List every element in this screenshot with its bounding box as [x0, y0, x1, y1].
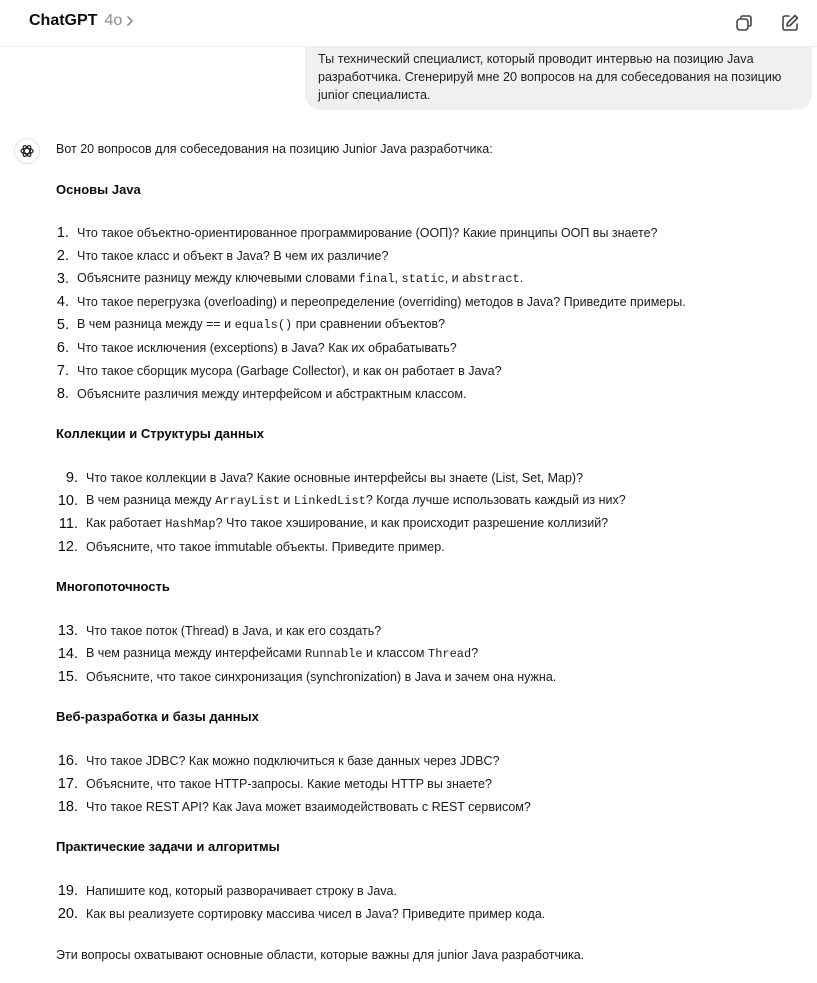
- question-text: [86, 797, 531, 817]
- question-text: [86, 881, 397, 901]
- text-fragment: Напишите код, который разворачивает строку в Java.: [86, 883, 397, 898]
- section-heading: Коллекции и Структуры данных: [56, 426, 265, 441]
- assistant-outro: Эти вопросы охватывают основные области, которые важны для junior Java разработчика.: [56, 948, 585, 962]
- question-number: 7.: [56, 362, 69, 379]
- question-text: [86, 667, 556, 687]
- text-fragment: Что такое JDBC? Как можно подключиться к базе данных через JDBC?: [86, 753, 500, 768]
- section-heading: Веб-разработка и базы данных: [56, 709, 259, 724]
- inline-code: Thread: [428, 647, 472, 661]
- text-fragment: , и: [444, 271, 463, 285]
- question-item: [56, 749, 806, 772]
- question-item: [56, 221, 806, 244]
- text-fragment: В чем разница между интерфейсами: [86, 646, 305, 660]
- question-number: 2.: [56, 247, 69, 264]
- question-item: [56, 772, 806, 795]
- app-title: ChatGPT: [29, 12, 98, 29]
- text-fragment: Что такое поток (Thread) в Java, и как его создать?: [86, 623, 382, 638]
- text-fragment: ,: [394, 271, 402, 285]
- question-text: [77, 246, 388, 266]
- text-fragment: Что такое перегрузка (overloading) и переопределение (overriding) методов в Java? Приведите примеры.: [77, 294, 686, 309]
- question-number: 14.: [57, 645, 78, 662]
- section-heading: Основы Java: [56, 182, 141, 197]
- question-text: [77, 268, 523, 289]
- question-list: [56, 221, 806, 405]
- text-fragment: В чем разница между == и: [77, 317, 235, 331]
- text-fragment: Что такое класс и объект в Java? В чем их различие?: [77, 248, 389, 263]
- question-number: 10.: [57, 492, 78, 509]
- question-item: [56, 619, 806, 642]
- section-heading: Практические задачи и алгоритмы: [56, 839, 280, 854]
- inline-code: final: [358, 272, 395, 286]
- model-name: 4o: [104, 12, 123, 29]
- text-fragment: ? Когда лучше использовать каждый из них?: [365, 493, 626, 507]
- question-number: 19.: [57, 882, 78, 899]
- text-fragment: Что такое REST API? Как Java может взаимодействовать с REST сервисом?: [86, 799, 531, 814]
- chevron-right-icon: [125, 15, 135, 27]
- inline-code: equals(): [234, 318, 293, 332]
- question-item: [56, 359, 806, 382]
- top-bar: [0, 0, 817, 47]
- question-item: [56, 290, 806, 313]
- question-text: [86, 621, 381, 641]
- text-fragment: Что такое объектно-ориентированное программирование (ООП)? Какие принципы ООП вы знаете?: [77, 225, 658, 240]
- question-text: [86, 904, 545, 924]
- section-heading: Многопоточность: [56, 579, 170, 594]
- question-text: [77, 361, 502, 381]
- question-text: [86, 513, 608, 534]
- question-item: [56, 489, 806, 512]
- text-fragment: и классом: [362, 646, 428, 660]
- question-item: [56, 902, 806, 925]
- text-fragment: В чем разница между: [86, 493, 216, 507]
- question-list: [56, 466, 806, 558]
- question-number: 11.: [58, 515, 78, 532]
- question-text: [77, 223, 658, 243]
- question-number: 13.: [57, 622, 78, 639]
- question-number: 1.: [56, 224, 69, 241]
- text-fragment: Что такое исключения (exceptions) в Java? Как их обрабатывать?: [77, 340, 457, 355]
- question-item: [56, 267, 806, 290]
- text-fragment: Объясните, что такое синхронизация (synchronization) в Java и зачем она нужна.: [86, 669, 557, 684]
- inline-code: Runnable: [304, 647, 363, 661]
- question-number: 5.: [56, 316, 69, 333]
- question-text: [86, 643, 478, 664]
- question-text: [77, 338, 457, 358]
- question-number: 16.: [57, 752, 78, 769]
- question-number: 3.: [56, 270, 69, 287]
- new-chat-button[interactable]: [778, 11, 802, 35]
- text-fragment: Объясните различия между интерфейсом и абстрактным классом.: [77, 386, 467, 401]
- user-message: Ты технический специалист, который проводит интервью на позицию Java разработчика. Сгенерируй мне 20 вопросов на для собеседования на позицию junior специалиста.: [305, 46, 812, 110]
- question-item: [56, 512, 806, 535]
- question-text: [86, 537, 445, 557]
- text-fragment: ? Что такое хэширование, и как происходит разрешение коллизий?: [215, 516, 609, 530]
- text-fragment: Что такое коллекции в Java? Какие основные интерфейсы вы знаете (List, Set, Map)?: [86, 470, 584, 485]
- question-item: [56, 642, 806, 665]
- text-fragment: Объясните, что такое immutable объекты. Приведите пример.: [86, 539, 445, 554]
- question-item: [56, 665, 806, 688]
- question-item: [56, 466, 806, 489]
- question-list: [56, 749, 806, 818]
- question-number: 9.: [65, 469, 78, 486]
- assistant-avatar: [14, 138, 40, 164]
- text-fragment: и: [279, 493, 294, 507]
- question-text: [77, 292, 686, 312]
- question-number: 12.: [57, 538, 78, 555]
- text-fragment: Как работает: [86, 516, 166, 530]
- inline-code: HashMap: [165, 517, 216, 531]
- question-item: [56, 336, 806, 359]
- inline-code: abstract: [462, 272, 520, 286]
- question-item: [56, 795, 806, 818]
- question-number: 17.: [57, 775, 78, 792]
- question-text: [77, 314, 445, 335]
- text-fragment: ?: [471, 646, 479, 660]
- text-fragment: Объясните, что такое HTTP-запросы. Какие методы HTTP вы знаете?: [86, 776, 492, 791]
- inline-code: ArrayList: [215, 494, 280, 508]
- question-number: 6.: [56, 339, 69, 356]
- text-fragment: при сравнении объектов?: [292, 317, 446, 331]
- question-item: [56, 879, 806, 902]
- temporary-chat-button[interactable]: [732, 11, 756, 35]
- question-text: [77, 384, 466, 404]
- inline-code: static: [401, 272, 445, 286]
- edit-icon: [780, 13, 800, 33]
- question-item: [56, 535, 806, 558]
- question-number: 15.: [57, 668, 78, 685]
- text-fragment: Объясните разницу между ключевыми словами: [77, 271, 359, 285]
- question-list: [56, 619, 806, 688]
- question-item: [56, 382, 806, 405]
- question-number: 18.: [57, 798, 78, 815]
- text-fragment: Что такое сборщик мусора (Garbage Collector), и как он работает в Java?: [77, 363, 502, 378]
- question-number: 20.: [57, 905, 78, 922]
- question-number: 8.: [56, 385, 69, 402]
- question-list: [56, 879, 806, 925]
- text-fragment: .: [519, 271, 524, 285]
- question-item: [56, 244, 806, 267]
- question-text: [86, 490, 626, 511]
- temporary-chat-icon: [734, 13, 754, 33]
- question-number: 4.: [56, 293, 69, 310]
- question-text: [86, 468, 583, 488]
- text-fragment: Как вы реализуете сортировку массива чисел в Java? Приведите пример кода.: [86, 906, 546, 921]
- inline-code: LinkedList: [293, 494, 366, 508]
- question-text: [86, 751, 499, 771]
- assistant-message: [56, 140, 806, 964]
- openai-logo-icon: [19, 143, 35, 159]
- question-text: [86, 774, 492, 794]
- question-item: [56, 313, 806, 336]
- model-selector[interactable]: [29, 12, 135, 30]
- assistant-intro: Вот 20 вопросов для собеседования на позицию Junior Java разработчика:: [56, 142, 493, 156]
